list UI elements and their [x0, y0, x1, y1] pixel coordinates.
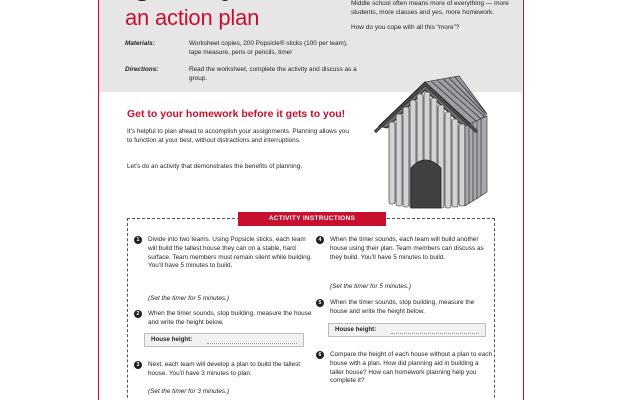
- step-number-2: 2: [134, 310, 142, 318]
- materials-value: Worksheet copies, 200 Popsicle® sticks (100 per team), tape measure, pens or pencils, timer: [189, 40, 348, 56]
- step-number-5: 5: [316, 299, 324, 307]
- timer-note-1: (Set the timer for 5 minutes.): [148, 295, 229, 302]
- step-6: [316, 351, 494, 395]
- step-2-text: When the timer sounds, stop building, measure the house and write the height below.: [148, 310, 312, 326]
- step-number-6: 6: [316, 351, 324, 359]
- step-2: [134, 310, 312, 330]
- house-height-label-1: House height:: [151, 336, 193, 343]
- intro-paragraph-2: How do you cope with all this “more”?: [351, 23, 460, 31]
- intro-paragraph-1: Middle school often means more of everything — more students, more classes and yes, more homework.: [351, 0, 509, 16]
- step-3: [134, 361, 312, 381]
- directions-value: Read the worksheet, complete the activity and discuss as a group.: [189, 66, 357, 82]
- popsicle-house-illustration: [361, 74, 491, 216]
- directions-label: Directions:: [125, 66, 159, 73]
- house-height-field-2[interactable]: [328, 323, 486, 337]
- title-cropped-letters: [127, 0, 255, 1]
- step-6-text: Compare the height of each house without a plan to each house with a plan. How did planning aid in building a taller house? How can homework planning help you complete it?: [330, 351, 493, 385]
- activity-title: ACTIVITY INSTRUCTIONS: [238, 212, 386, 226]
- worksheet-page: [98, 0, 524, 400]
- timer-note-3: (Set the timer for 3 minutes.): [148, 388, 229, 395]
- step-4: [316, 236, 494, 276]
- intro-text: [351, 0, 516, 38]
- activity-instructions-box: [127, 215, 495, 400]
- step-3-text: Next, each team will develop a plan to build the tallest house. You’ll have 3 minutes to plan.: [148, 361, 301, 377]
- section-paragraph-1: It’s helpful to plan ahead to accomplish your assignments. Planning allows you to function at your best, without distractions and interruptions.: [127, 128, 349, 144]
- step-number-3: 3: [134, 361, 142, 369]
- materials-label: Materials:: [125, 40, 155, 47]
- step-4-text: When the timer sounds, each team will build another house using their plan. Team members can discuss as they build. You’ll have 5 minutes to build.: [330, 236, 484, 261]
- step-1: [134, 236, 312, 288]
- step-5: [316, 299, 494, 319]
- page-subtitle: an action plan: [125, 5, 260, 30]
- step-number-4: 4: [316, 236, 324, 244]
- timer-note-4: (Set the timer for 5 minutes.): [330, 283, 411, 290]
- step-number-1: 1: [134, 236, 142, 244]
- house-height-label-2: House height:: [335, 326, 377, 333]
- section-heading: Get to your homework before it gets to you!: [127, 108, 346, 120]
- house-height-field-1[interactable]: [144, 333, 304, 347]
- section-paragraph-2: Let’s do an activity that demonstrates the benefits of planning.: [127, 163, 303, 170]
- step-1-text: Divide into two teams. Using Popsicle sticks, each team will build the tallest house they can on a stable, hard surface. Team members must remain silent while building. You’ll have 5 minutes to build.: [148, 236, 312, 270]
- step-5-text: When the timer sounds, stop building, measure the house and write the height below.: [330, 299, 475, 315]
